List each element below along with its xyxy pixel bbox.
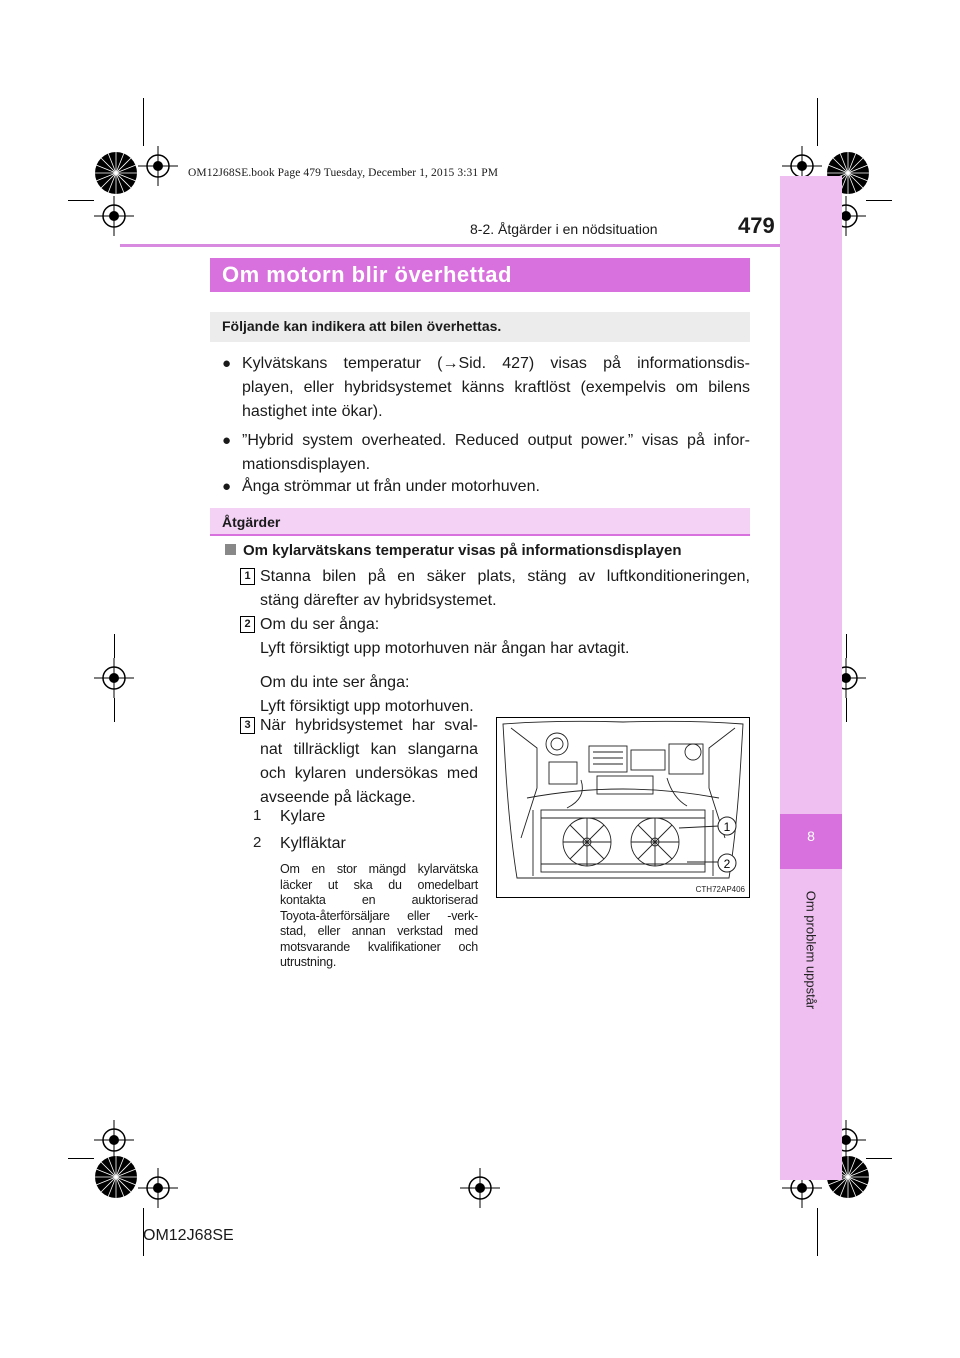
engine-bay-drawing <box>497 718 749 897</box>
step-line: nat tillräckligt kan slangarna <box>260 741 478 758</box>
bullet-line: playen, eller hybridsystemet känns kraftlöst (exempelvis om bilens <box>242 379 750 396</box>
file-info: OM12J68SE.book Page 479 Tuesday, December 1, 2015 3:31 PM <box>188 167 499 179</box>
registration-mark-icon <box>94 1155 138 1199</box>
note <box>280 862 478 971</box>
step-line: avseende på läckage. <box>260 789 416 806</box>
note-line: utrustning. <box>280 955 337 969</box>
actions-box <box>210 508 750 536</box>
square-bullet-icon <box>225 544 236 555</box>
bullet-icon: ● <box>222 432 232 449</box>
note-line: stad, eller annan verkstad med <box>280 924 478 938</box>
part-label: Kylfläktar <box>280 835 346 852</box>
bullet-line: hastighet inte ökar). <box>242 403 383 420</box>
step-line: När hybridsystemet har sval- <box>260 717 478 734</box>
registration-mark-icon <box>94 151 138 195</box>
crop-line <box>68 1158 94 1159</box>
engine-bay-illustration <box>496 717 750 898</box>
step-line: Stanna bilen på en säker plats, stäng av luftkonditioneringen, <box>260 568 750 585</box>
bullet-line: ”Hybrid system overheated. Reduced output power.” visas på infor- <box>242 432 750 449</box>
svg-text:1: 1 <box>723 820 731 834</box>
step-line: Lyft försiktigt upp motorhuven. <box>260 698 474 715</box>
step-number-badge: 1 <box>240 568 255 585</box>
note-line: Om en stor mängd kylarvätska <box>280 862 478 876</box>
step-item <box>260 613 750 719</box>
step-number-badge: 3 <box>240 717 255 734</box>
part-label: Kylare <box>280 808 326 825</box>
actions-heading: Åtgärder <box>222 514 281 530</box>
subheading: Om kylarvätskans temperatur visas på informationsdisplayen <box>225 542 682 559</box>
bullet-item <box>242 429 750 477</box>
page-title: Om motorn blir överhettad <box>222 262 512 287</box>
crosshair-mark-icon <box>460 1168 500 1208</box>
figure-callout-2 <box>718 854 736 872</box>
crop-line <box>846 634 847 658</box>
step-item <box>260 565 750 613</box>
crop-line <box>68 200 94 201</box>
step-line: stäng därefter av hybridsystemet. <box>260 592 497 609</box>
crop-line <box>866 1158 892 1159</box>
part-number: 2 <box>253 834 262 851</box>
crop-line <box>866 200 892 201</box>
bullet-icon: ● <box>222 478 232 495</box>
note-line: kontakta en auktoriserad <box>280 893 478 907</box>
crosshair-mark-icon <box>138 146 178 186</box>
step-item <box>260 714 478 810</box>
crosshair-mark-icon <box>94 1120 134 1160</box>
crop-line <box>846 698 847 722</box>
bullet-item <box>242 475 750 499</box>
note-line: motsvarande kvalifikationer och <box>280 939 478 954</box>
bullet-icon: ● <box>222 355 232 372</box>
step-line: Lyft försiktigt upp motorhuven när ångan har avtagit. <box>260 640 630 657</box>
step-line: och kylaren undersökas med <box>260 765 478 782</box>
crop-line <box>143 98 144 146</box>
crosshair-mark-icon <box>94 658 134 698</box>
crop-line <box>114 698 115 722</box>
crop-line <box>817 1208 818 1256</box>
bullet-line: mationsdisplayen. <box>242 456 371 473</box>
step-number-badge: 2 <box>240 616 255 633</box>
part-number: 1 <box>253 807 262 824</box>
footer-manual-code: OM12J68SE <box>143 1227 234 1244</box>
svg-text:2: 2 <box>723 857 731 871</box>
chapter-number: 8 <box>807 828 815 844</box>
header-rule <box>120 244 780 247</box>
note-line: läcker ut ska du omedelbart <box>280 877 478 892</box>
figure-callout-1 <box>718 817 736 835</box>
step-line: Om du inte ser ånga: <box>260 674 410 691</box>
step-line: Om du ser ånga: <box>260 616 380 633</box>
bullet-item <box>242 352 750 424</box>
crosshair-mark-icon <box>94 196 134 236</box>
header-section-title: 8-2. Åtgärder i en nödsituation <box>470 221 658 237</box>
bullet-line: Kylvätskans temperatur (→Sid. 427) visas på informationsdis- <box>242 355 750 372</box>
chapter-side-tab <box>780 176 842 1180</box>
crop-line <box>817 98 818 146</box>
bullet-line: Ånga strömmar ut från under motorhuven. <box>242 478 540 495</box>
page-number: 479 <box>738 213 775 238</box>
crop-line <box>114 634 115 658</box>
crosshair-mark-icon <box>138 1168 178 1208</box>
chapter-label: Om problem uppstår <box>803 890 819 1010</box>
intro-box-text: Följande kan indikera att bilen överhettas. <box>222 318 502 334</box>
figure-code: CTH72AP406 <box>695 885 745 894</box>
note-line: Toyota-återförsäljare eller -verk- <box>280 908 478 923</box>
